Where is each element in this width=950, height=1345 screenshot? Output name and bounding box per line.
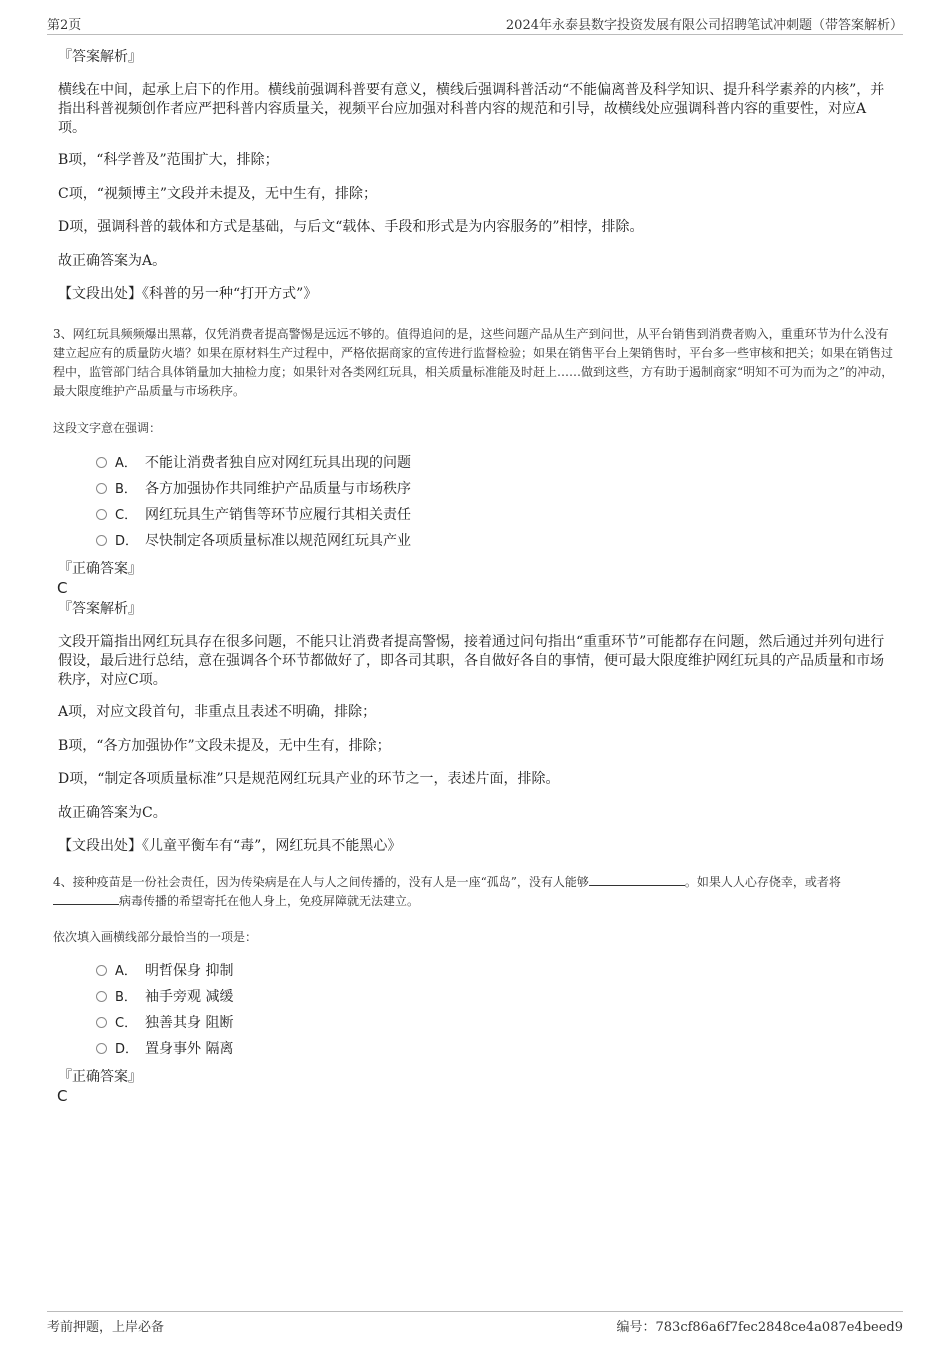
q3-analysis-a: A项，对应文段首句，非重点且表述不明确，排除； [58, 704, 377, 720]
radio-icon[interactable] [96, 991, 107, 1002]
q2-analysis-main: 横线在中间，起承上启下的作用。横线前强调科普要有意义，横线后强调科普活动“不能偏离普及科学知识、提升科学素养的内核”，并指出科普视频创作者应严把科普内容质量关，视频平台应加强对科普内容的规范和引导，故横线处应强调科普内容的重要性，对应A项。 [58, 82, 885, 136]
q4-option-a[interactable]: A． 明哲保身 抑制 [96, 958, 233, 984]
radio-icon[interactable] [96, 535, 107, 546]
q3-analysis-b: B项，“各方加强协作”文段未提及，无中生有，排除； [58, 738, 391, 754]
page-header [47, 14, 903, 35]
q4-option-c[interactable]: C． 独善其身 阻断 [96, 1010, 233, 1036]
q2-conclusion: 故正确答案为A。 [58, 253, 167, 269]
q3-option-b[interactable]: B． 各方加强协作共同维护产品质量与市场秩序 [96, 476, 411, 502]
fill-blank-2 [53, 892, 119, 905]
q2-analysis-c: C项，“视频博主”文段并未提及，无中生有，排除； [58, 186, 378, 202]
document-code: 编号：783cf86a6f7fec2848ce4a087e4beed9 [616, 1320, 903, 1335]
q4-option-b[interactable]: B． 袖手旁观 减缓 [96, 984, 233, 1010]
radio-icon[interactable] [96, 483, 107, 494]
q3-answer-label: 『正确答案』 [58, 561, 142, 577]
q3-analysis-d: D项，“制定各项质量标准”只是规范网红玩具产业的环节之一，表述片面，排除。 [58, 771, 560, 787]
q3-question-text: 3、网红玩具频频爆出黑幕，仅凭消费者提高警惕是远远不够的。值得追问的是，这些问题产品从生产到问世，从平台销售到消费者购入，重重环节为什么没有建立起应有的质量防火墙？如果在原材料生产过程中，严格依据商家的宣传进行监督检验；如果在销售平台上架销售时，平台多一些审核和把关；如果在销售过程中，监管部门结合具体销量加大抽检力度；如果针对各类网红玩具，相关质量标准能及时赶上……做到这些，方有助于遏制商家“明知不可为而为之”的冲动，最大限度维护产品质量与市场秩序。 [53, 327, 894, 398]
q2-analysis-b: B项，“科学普及”范围扩大，排除； [58, 152, 279, 168]
q3-options [96, 450, 411, 554]
radio-icon[interactable] [96, 965, 107, 976]
q3-stem: 这段文字意在强调： [53, 421, 162, 435]
radio-icon[interactable] [96, 457, 107, 468]
document-title: 2024年永泰县数字投资发展有限公司招聘笔试冲刺题（带答案解析） [505, 18, 903, 33]
radio-icon[interactable] [96, 1017, 107, 1028]
radio-icon[interactable] [96, 509, 107, 520]
q4-stem: 依次填入画横线部分最恰当的一项是： [53, 930, 258, 944]
q2-analysis-label: 『答案解析』 [58, 49, 142, 65]
page-footer [47, 1311, 903, 1334]
footer-slogan: 考前押题，上岸必备 [47, 1320, 165, 1335]
fill-blank-1 [589, 873, 685, 886]
q3-option-d[interactable]: D． 尽快制定各项质量标准以规范网红玩具产业 [96, 528, 411, 554]
q4-question-text: 4、接种疫苗是一份社会责任，因为传染病是在人与人之间传播的，没有人是一座“孤岛”，没有人能够 。如果人人心存侥幸，或者将病毒传播的希望寄托在他人身上，免疫屏障就无法建立。 [53, 875, 841, 908]
q2-source: 【文段出处】《科普的另一种“打开方式”》 [58, 286, 318, 302]
q3-option-a[interactable]: A． 不能让消费者独自应对网红玩具出现的问题 [96, 450, 411, 476]
page-number: 第2页 [47, 18, 82, 33]
q2-analysis-d: D项，强调科普的载体和方式是基础，与后文“载体、手段和形式是为内容服务的”相悖，排除。 [58, 219, 644, 235]
q3-option-c[interactable]: C． 网红玩具生产销售等环节应履行其相关责任 [96, 502, 411, 528]
radio-icon[interactable] [96, 1043, 107, 1054]
q3-analysis-main: 文段开篇指出网红玩具存在很多问题，不能只让消费者提高警惕，接着通过问句指出“重重环节”可能都存在问题，然后通过并列句进行假设，最后进行总结，意在强调各个环节都做好了，即各司其职，各自做好各自的事情，便可最大限度维护网红玩具的产品质量和市场秩序，对应C项。 [58, 634, 885, 688]
q3-conclusion: 故正确答案为C。 [58, 805, 167, 821]
q4-answer-label: 『正确答案』 [58, 1069, 142, 1085]
q3-source: 【文段出处】《儿童平衡车有“毒”，网红玩具不能黑心》 [58, 838, 402, 854]
q3-analysis-label: 『答案解析』 [58, 601, 142, 617]
q4-answer: C [57, 1087, 68, 1105]
q4-option-d[interactable]: D． 置身事外 隔离 [96, 1036, 233, 1062]
q3-answer: C [57, 579, 68, 597]
q4-options [96, 958, 233, 1062]
